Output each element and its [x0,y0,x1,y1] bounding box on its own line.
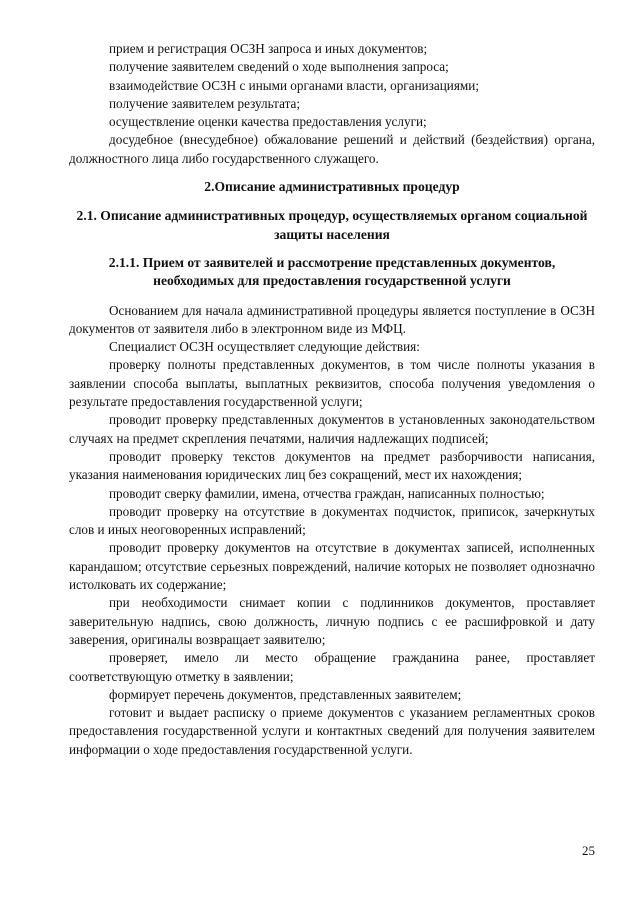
body-paragraph: при необходимости снимает копии с подлинников документов, проставляет заверительную надпись, свою должность, личную подпись с ее расшифровкой и дату заверения, оригиналы возвращает заявителю; [69,595,595,647]
body-paragraph: проверяет, имело ли место обращение гражданина ранее, проставляет соответствующую отметку в заявлении; [69,650,595,684]
body-paragraph: готовит и выдает расписку о приеме документов с указанием регламентных сроков предоставления государственной услуги и контактных сведений для получения заявителем информации о ходе предоставления государственной услуги. [69,705,595,757]
body-paragraph: проводит проверку на отсутствие в документах подчисток, приписок, зачеркнутых слов и иных неоговоренных исправлений; [69,503,595,538]
body-paragraph: проводит проверку документов на отсутствие в документах записей, исполненных карандашом; отсутствие серьезных повреждений, наличие которых не позволяет однозначно истолковать их содержание; [69,540,595,593]
page-number: 25 [582,843,595,858]
intro-line: получение заявителем результата; [109,95,301,111]
body-paragraph: формирует перечень документов, представленных заявителем; [109,686,462,702]
section-heading: 2.Описание административных процедур [204,179,460,195]
intro-line: прием и регистрация ОСЗН запроса и иных документов; [109,41,428,56]
subsubsection-heading: 2.1.1. Прием от заявителей и рассмотрение представленных документов, необходимых для предоставления государственной услуги [108,254,556,289]
subsection-heading: 2.1. Описание административных процедур, осуществляемых органом социальной защиты населения [76,208,588,242]
intro-line: получение заявителем сведений о ходе выполнения запроса; [109,59,449,75]
intro-line: осуществление оценки качества предоставления услуги; [109,114,427,130]
document-page [69,40,595,759]
intro-line: досудебное (внесудебное) обжалование решений и действий (бездействия) органа, должностного лица либо государственного служащего. [69,132,595,166]
body-paragraph: проверку полноты представленных документов, в том числе полноты указания в заявлении способа выплаты, выплатных реквизитов, способа получения уведомления о результате предоставления государственной услуги; [69,357,595,410]
body-paragraph: Специалист ОСЗН осуществляет следующие действия: [109,339,420,355]
body-paragraph: проводит сверку фамилии, имена, отчества граждан, написанных полностью; [109,485,545,501]
intro-line: взаимодействие ОСЗН с иными органами власти, организациями; [109,77,479,93]
body-paragraph: Основанием для начала административной процедуры является поступление в ОСЗН документов от заявителя либо в электронном виде из МФЦ. [69,302,595,336]
body-paragraph: проводит проверку текстов документов на предмет разборчивости написания, указания наименования юридических лиц без сокращений, мест их нахождения; [69,448,595,483]
body-paragraph: проводит проверку представленных документов в установленных законодательством случаях на предмет скрепления печатями, наличия надлежащих подписей; [69,412,595,446]
